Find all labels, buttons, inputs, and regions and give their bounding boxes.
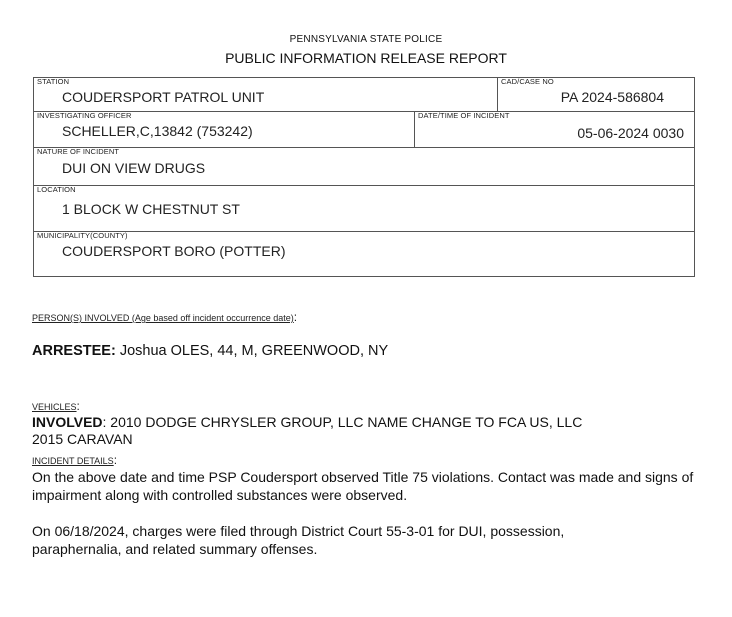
form-row-municipality <box>34 232 694 278</box>
arrestee-line <box>32 343 388 359</box>
officer-value: SCHELLER,C,13842 (753242) <box>62 123 253 139</box>
case-no-value: PA 2024-586804 <box>560 89 664 105</box>
nature-value: DUI ON VIEW DRUGS <box>62 160 206 176</box>
station-value: COUDERSPORT PATROL UNIT <box>62 89 265 105</box>
case-no-label: CAD/CASE NO <box>501 77 554 86</box>
report-form <box>33 77 695 277</box>
form-row-officer <box>34 112 694 148</box>
vehicle-line-2: 2015 CARAVAN <box>32 431 133 447</box>
officer-label: INVESTIGATING OFFICER <box>37 111 132 120</box>
vehicle-involved-label: INVOLVED <box>32 414 103 430</box>
form-row-location <box>34 186 694 232</box>
datetime-cell <box>415 112 694 147</box>
vehicle-block <box>32 414 582 448</box>
arrestee-label: ARRESTEE: <box>32 343 116 359</box>
vehicle-description: : 2010 DODGE CHRYSLER GROUP, LLC NAME CHANGE TO FCA US, LLC <box>102 414 583 430</box>
report-title: PUBLIC INFORMATION RELEASE REPORT <box>225 50 507 66</box>
municipality-value: COUDERSPORT BORO (POTTER) <box>62 243 286 259</box>
officer-cell <box>34 112 415 147</box>
datetime-label: DATE/TIME OF INCIDENT <box>418 111 510 120</box>
incident-paragraph-1: On the above date and time PSP Coudersport observed Title 75 violations. Contact was made and signs of impairment along with controlled substances were observed. <box>32 469 694 503</box>
municipality-label: MUNICIPALITY(COUNTY) <box>37 231 128 240</box>
incident-paragraph-2: On 06/18/2024, charges were filed through District Court 55-3-01 for DUI, possession, paraphernalia, and related summary offenses. <box>32 523 565 557</box>
case-no-cell <box>498 78 694 111</box>
agency-name: PENNSYLVANIA STATE POLICE <box>289 34 443 45</box>
persons-heading: PERSON(S) INVOLVED (Age based off incident occurrence date): <box>32 310 298 324</box>
incident-heading: INCIDENT DETAILS: <box>32 453 118 467</box>
datetime-value: 05-06-2024 0030 <box>577 125 684 141</box>
location-value: 1 BLOCK W CHESTNUT ST <box>62 201 240 217</box>
station-cell <box>34 78 498 111</box>
vehicle-line-1 <box>32 414 582 431</box>
form-row-nature <box>34 148 694 186</box>
form-row-station <box>34 78 694 112</box>
vehicles-heading: VEHICLES: <box>32 399 80 413</box>
arrestee-value: Joshua OLES, 44, M, GREENWOOD, NY <box>115 343 389 359</box>
location-label: LOCATION <box>37 185 76 194</box>
nature-label: NATURE OF INCIDENT <box>37 147 120 156</box>
station-label: STATION <box>37 77 70 86</box>
